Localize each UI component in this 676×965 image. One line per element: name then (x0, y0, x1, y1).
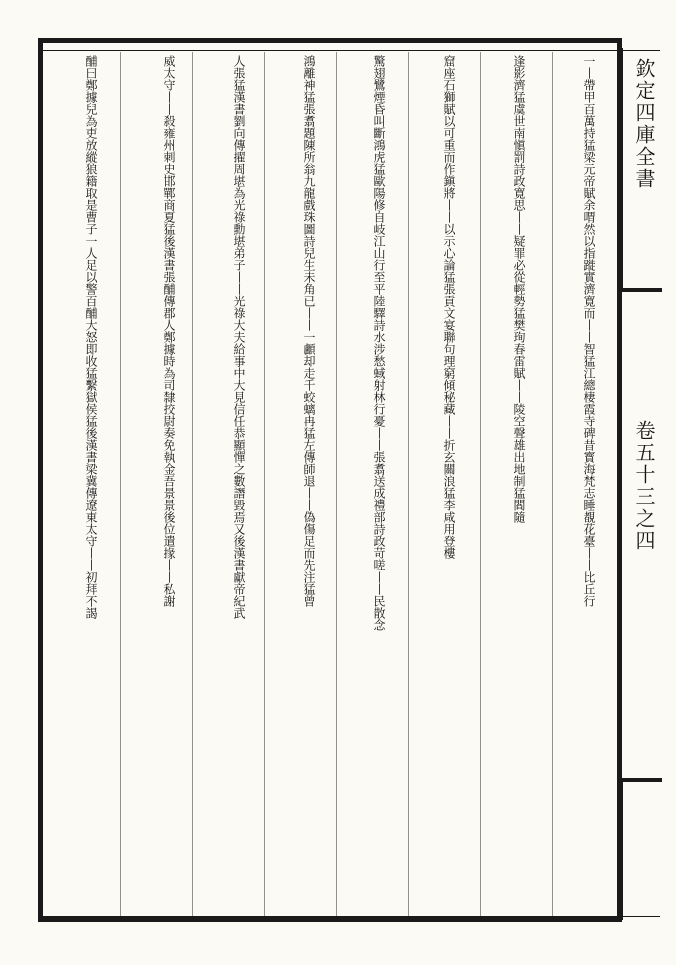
column-rule (336, 52, 337, 916)
column-rule (552, 52, 553, 916)
margin-bar-upper (622, 288, 662, 292)
column-rule (192, 52, 193, 916)
book-title: 欽定四庫全書 (632, 58, 656, 190)
text-column-1: 一丨帶甲百萬持猛梁元帝賦余喟然以指蹝實濟寛而丨丨智猛江總棲霞寺碑昔寳海梵志睡覩花臺丨丨比丘行 (582, 55, 596, 607)
column-rule (264, 52, 265, 916)
margin-edge-bottom (622, 780, 663, 920)
top-rule (38, 50, 660, 51)
text-column-8: 酺曰鄭據兒為吏放縱狼籍取是曹子一人足以警百酺大怒即收猛繫獄侯猛後漢書梁冀傳遼東太守丨丨初拜不謁 (84, 55, 98, 619)
column-rule (120, 52, 121, 916)
text-column-7: 威太守丨丨殺雍州刺史邯鄲商夏猛後漢書張酺傳郡人鄭據時為司隸挍尉奏免執金吾景景後位遣掾丨丨私謝 (162, 55, 176, 607)
column-rule (480, 52, 481, 916)
bottom-rule (38, 916, 660, 917)
text-column-3: 窟座石獅賦以可重而作鎭將丨丨以示心論猛張貢文宴聯句理窮傾秘藏丨丨折玄關浪猛李咸用登樓 (442, 55, 456, 559)
text-column-2: 逢影濟猛虞世南愼罰詩政寛思丨丨疑罪必從輕勢猛樊珣春雷賦丨丨陵空聲雄出地制猛閻隨 (512, 55, 526, 523)
margin-bar-lower (622, 778, 662, 782)
volume-label: 卷五十三之四 (632, 420, 656, 552)
text-column-4: 驚翅鷺煙昏叫斷鴻虎猛歐陽修自岐江山行至平陸驛詩水涉愁蜮射林行憂丨丨張翥送成禮部詩政苛嗟丨丨民散念 (372, 55, 386, 631)
text-column-5: 鴻離神猛張翥題陳所翁九龍戲珠圖詩兒生未角已丨丨一顱却走千蛟螭冉猛左傳師退丨丨偽傷足而先注猛曾 (302, 55, 316, 607)
column-rule (408, 52, 409, 916)
text-column-6: 人張猛漢書劉向傳擢周堪為光祿勳堪弟子丨丨光祿大夫給事中大見信任恭顯憚之數譖毀焉又後漢書獻帝紀武 (232, 55, 246, 619)
